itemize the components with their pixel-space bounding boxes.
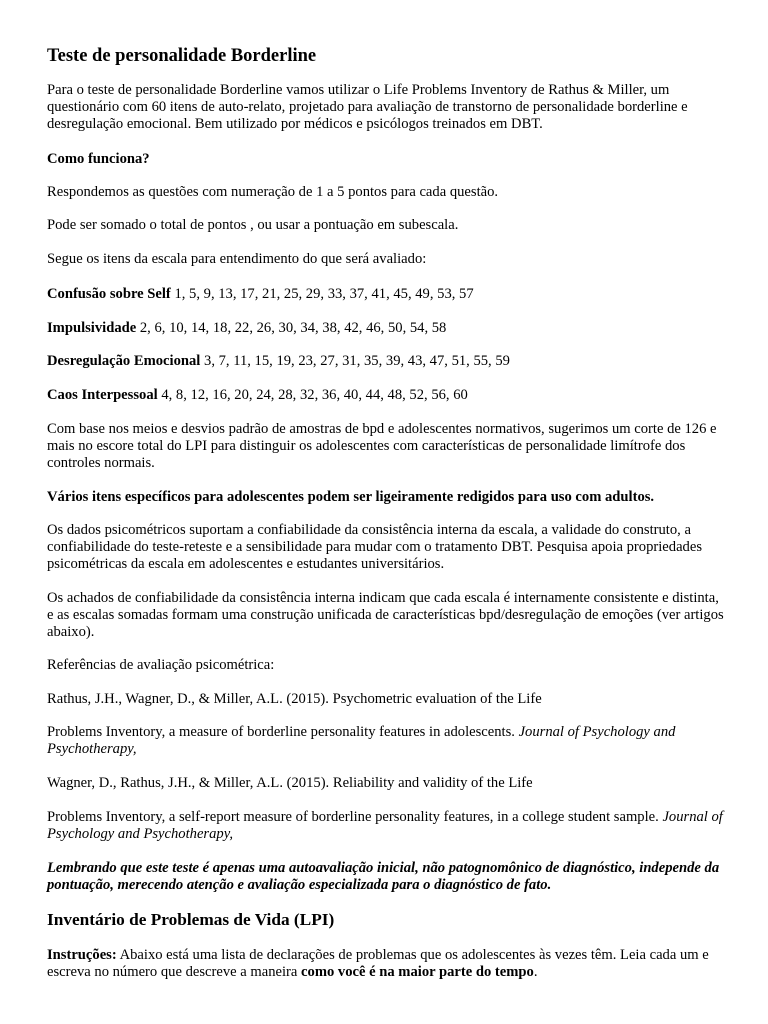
instructions-label: Instruções: bbox=[47, 947, 117, 963]
disclaimer bbox=[47, 860, 727, 894]
scale-items: 1, 5, 9, 13, 17, 21, 25, 29, 33, 37, 41, 45, 49, 53, 57 bbox=[174, 286, 474, 302]
how-paragraph-3: Segue os itens da escala para entendimento do que será avaliado: bbox=[47, 251, 427, 267]
reference-2-line-2 bbox=[47, 809, 727, 843]
scale-confusao bbox=[47, 286, 727, 303]
instructions-emphasis: como você é na maior parte do tempo bbox=[301, 964, 534, 980]
reference-2-text: Problems Inventory, a self-report measure of borderline personality features, in a college student sample. bbox=[47, 809, 663, 825]
cutoff-paragraph: Com base nos meios e desvios padrão de amostras de bpd e adolescentes normativos, sugerimos um corte de 126 e mais no escore total do LPI para distinguir os adolescentes com características de personalidade limítrofe dos controles normais. bbox=[47, 421, 717, 471]
reference-2-line-1: Wagner, D., Rathus, J.H., & Miller, A.L. (2015). Reliability and validity of the Life bbox=[47, 775, 533, 791]
intro-paragraph: Para o teste de personalidade Borderline vamos utilizar o Life Problems Inventory de Rathus & Miller, um questionário com 60 itens de auto-relato, projetado para avaliação de transtorno de personalidade borderline e desregulação emocional. Bem utilizado por médicos e psicólogos treinados em DBT. bbox=[47, 82, 688, 132]
scale-name: Caos Interpessoal bbox=[47, 387, 158, 403]
findings-paragraph: Os achados de confiabilidade da consistência interna indicam que cada escala é internamente consistente e distinta, e as escalas somadas formam uma construção unificada de características bpd/desregulação de emoções (ver artigos abaixo). bbox=[47, 590, 724, 640]
scale-impulsividade bbox=[47, 320, 727, 337]
scale-items: 4, 8, 12, 16, 20, 24, 28, 32, 36, 40, 44, 48, 52, 56, 60 bbox=[161, 387, 468, 403]
scale-name: Impulsividade bbox=[47, 320, 137, 336]
instructions-end: . bbox=[533, 964, 538, 980]
scale-name: Confusão sobre Self bbox=[47, 286, 171, 302]
how-paragraph-1: Respondemos as questões com numeração de 1 a 5 pontos para cada questão. bbox=[47, 184, 499, 200]
psychometric-paragraph: Os dados psicométricos suportam a confiabilidade da consistência interna da escala, a validade do construto, a confiabilidade do teste-reteste e a sensibilidade para mudar com o tratamento DBT. Pesquisa apoia propriedades psicométricas da escala em adolescentes e estudantes universitários. bbox=[47, 522, 703, 572]
instructions-paragraph bbox=[47, 947, 727, 981]
reference-1-text: Problems Inventory, a measure of borderline personality features in adolescents. bbox=[47, 724, 519, 740]
scale-items: 2, 6, 10, 14, 18, 22, 26, 30, 34, 38, 42, 46, 50, 54, 58 bbox=[139, 320, 447, 336]
scale-name: Desregulação Emocional bbox=[47, 353, 201, 369]
reference-1-journal: Journal of Psychology and Psychotherapy, bbox=[47, 724, 676, 757]
page-title: Teste de personalidade Borderline bbox=[47, 46, 317, 66]
scale-caos bbox=[47, 387, 727, 404]
lpi-heading: Inventário de Problemas de Vida (LPI) bbox=[47, 910, 335, 929]
references-heading: Referências de avaliação psicométrica: bbox=[47, 657, 275, 673]
reference-2-journal: Journal of Psychology and Psychotherapy, bbox=[47, 809, 723, 842]
disclaimer-text: Lembrando que este teste é apenas uma autoavaliação inicial, não patognomônico de diagnóstico, independe da pontuação, merecendo atenção e avaliação especializada para o diagnóstico de fato. bbox=[47, 860, 720, 893]
adult-note bbox=[47, 489, 727, 506]
reference-1-line-1: Rathus, J.H., Wagner, D., & Miller, A.L. (2015). Psychometric evaluation of the Life bbox=[47, 691, 542, 707]
how-heading-text: Como funciona? bbox=[47, 151, 150, 167]
scale-items: 3, 7, 11, 15, 19, 23, 27, 31, 35, 39, 43, 47, 51, 55, 59 bbox=[204, 353, 510, 369]
instructions-text: Abaixo está uma lista de declarações de problemas que os adolescentes às vezes têm. Leia cada um e escreva no número que descreve a maneira bbox=[47, 947, 709, 980]
how-heading bbox=[47, 151, 727, 168]
how-paragraph-2: Pode ser somado o total de pontos , ou usar a pontuação em subescala. bbox=[47, 217, 459, 233]
adult-note-text: Vários itens específicos para adolescentes podem ser ligeiramente redigidos para uso com adultos. bbox=[47, 489, 655, 505]
reference-1-line-2 bbox=[47, 724, 727, 758]
scale-desregulacao bbox=[47, 353, 727, 370]
